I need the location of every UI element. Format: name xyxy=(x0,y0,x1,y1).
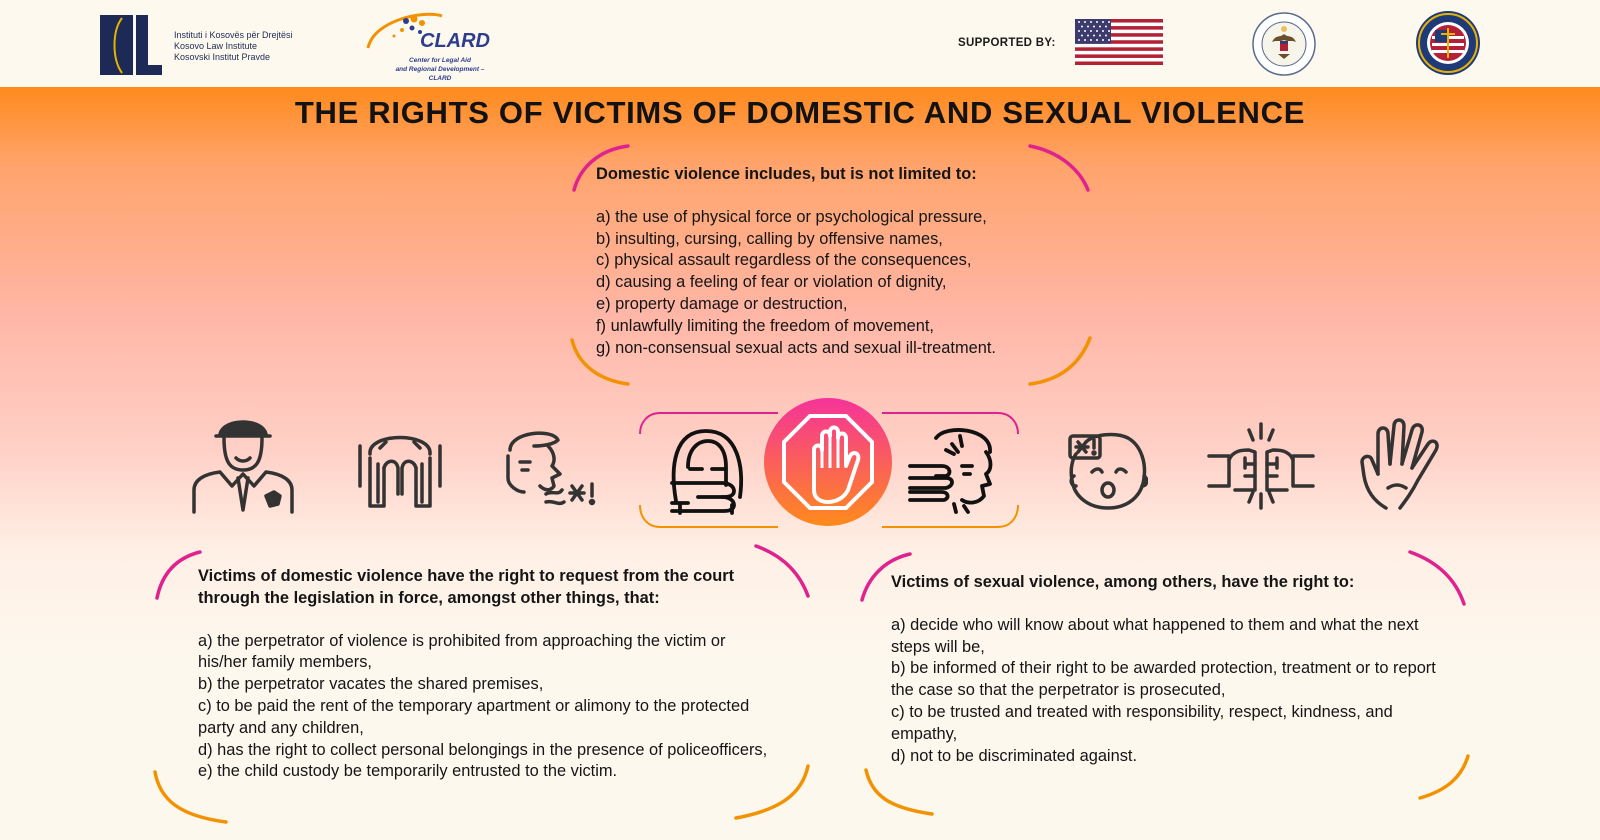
fist-bump-icon xyxy=(1205,420,1317,512)
list-item: d) causing a feeling of fear or violation of dignity, xyxy=(596,273,947,292)
shouting-man-icon xyxy=(500,426,596,512)
list-item: b) the perpetrator vacates the shared premises, xyxy=(198,675,544,694)
crying-face-icon xyxy=(356,424,444,512)
domestic-rights-heading: Victims of domestic violence have the right to request from the court through the legislation in force, amongst other things, that: xyxy=(198,567,735,607)
list-item: d) has the right to collect personal belongings in the presence of policeofficers, xyxy=(198,740,768,759)
domestic-rights-box xyxy=(198,566,778,783)
list-item: c) physical assault regardless of the consequences, xyxy=(596,251,972,270)
silenced-woman-icon xyxy=(668,427,752,515)
supported-by-label: SUPPORTED BY: xyxy=(958,37,1056,49)
page-title: THE RIGHTS OF VICTIMS OF DOMESTIC AND SEXUAL VIOLENCE xyxy=(294,95,1306,130)
list-item: d) not to be discriminated against. xyxy=(891,746,1137,765)
list-item: a) the perpetrator of violence is prohibited from approaching the victim or his/her family members, xyxy=(198,631,726,672)
stop-hand-icon xyxy=(764,398,892,526)
sexual-rights-heading: Victims of sexual violence, among others, have the right to: xyxy=(891,573,1355,591)
punched-man-icon xyxy=(906,426,998,514)
domestic-definition-box xyxy=(596,164,1066,359)
kli-name-english: Kosovo Law Institute xyxy=(174,41,258,51)
list-item: g) non-consensual sexual acts and sexual ill-treatment. xyxy=(596,338,996,357)
list-item: e) the child custody be temporarily entrusted to the victim. xyxy=(198,762,618,781)
clard-subtitle-line1: Center for Legal Aid xyxy=(409,57,471,64)
clard-wordmark: CLARD xyxy=(420,30,490,52)
domestic-definition-heading: Domestic violence includes, but is not limited to: xyxy=(596,165,977,183)
police-officer-icon xyxy=(190,414,296,514)
list-item: c) to be paid the rent of the temporary apartment or alimony to the protected party and any children, xyxy=(198,696,750,737)
sexual-rights-box xyxy=(891,572,1451,767)
list-item: a) decide who will know about what happened to them and what the next steps will be, xyxy=(891,615,1419,656)
list-item: c) to be trusted and treated with responsibility, respect, kindness, and empathy, xyxy=(891,702,1393,743)
list-item: b) be informed of their right to be awarded protection, treatment or to report the case so that the perpetrator is prosecuted, xyxy=(891,659,1436,700)
list-item: f) unlawfully limiting the freedom of movement, xyxy=(596,316,934,335)
list-item: e) property damage or destruction, xyxy=(596,294,848,313)
kli-name-albanian: Instituti i Kosovës për Drejtësi xyxy=(174,30,293,40)
clard-subtitle-line2: and Regional Development – CLARD xyxy=(395,66,485,82)
kli-name-serbian: Kosovski Institut Pravde xyxy=(174,52,271,62)
help-hand-icon xyxy=(1360,418,1446,512)
hurt-child-icon xyxy=(1066,430,1148,512)
list-item: a) the use of physical force or psychological pressure, xyxy=(596,207,987,226)
list-item: b) insulting, cursing, calling by offensive names, xyxy=(596,229,943,248)
